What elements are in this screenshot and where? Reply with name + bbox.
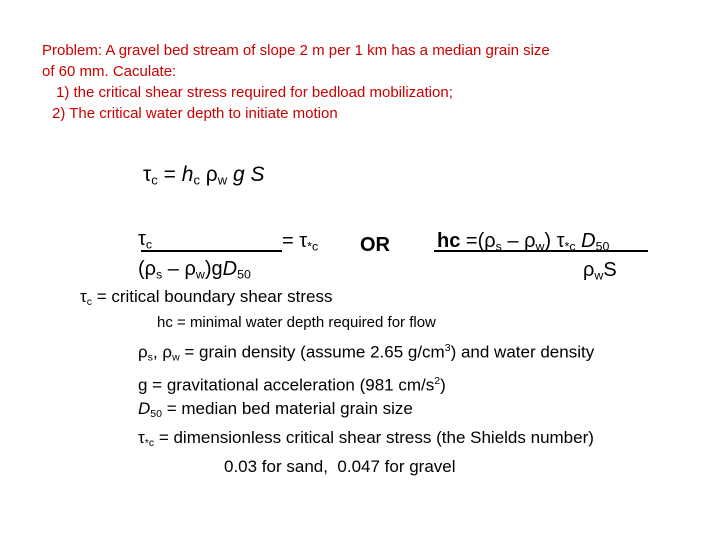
open-rho: =(ρ — [460, 230, 496, 252]
rho-open: (ρ — [138, 258, 157, 280]
star-c-subscript: *c — [144, 436, 155, 449]
problem-line-1: Problem: A gravel bed stream of slope 2 m per 1 km has a median grain size — [42, 42, 550, 59]
rho-symbol: ρ — [583, 259, 595, 281]
minus-rho: – ρ — [162, 258, 196, 280]
square-superscript: 2 — [434, 374, 441, 387]
depth-subscript: c — [193, 172, 200, 188]
s-symbol: S — [603, 259, 617, 281]
star-c-subscript: *c — [307, 239, 319, 254]
h-symbol: h — [157, 314, 166, 331]
d-symbol: D — [222, 258, 238, 280]
slope-symbol: S — [244, 163, 265, 186]
cube-superscript: 3 — [444, 342, 451, 354]
problem-statement — [42, 40, 550, 124]
definition-text: g = gravitational acceleration (981 cm/s — [138, 375, 435, 395]
tau-symbol: τ — [143, 163, 152, 186]
problem-item-1: 1) the critical shear stress required for bedload mobilization; — [56, 84, 453, 101]
rho-s-symbol: ρ — [138, 342, 148, 362]
definition-tau-c — [80, 287, 332, 308]
problem-line-2: of 60 mm. Caculate: — [42, 63, 177, 80]
s-subscript: s — [495, 239, 502, 254]
d50-subscript: 50 — [595, 239, 610, 254]
depth-symbol: h — [181, 163, 194, 186]
definition-h-c — [157, 314, 436, 331]
w-subscript: w — [594, 268, 604, 283]
definition-text: = dimensionless critical shear stress (the Shields number) — [154, 428, 594, 447]
minus-rho: – ρ — [501, 230, 536, 252]
rho-subscript: w — [217, 172, 228, 188]
d-symbol: D — [575, 230, 596, 252]
tau-symbol: τ — [80, 287, 87, 306]
d50-subscript: 50 — [237, 267, 251, 282]
rho-symbol: ρ — [199, 163, 218, 186]
shields-equals — [282, 230, 318, 253]
definition-text: = critical boundary shear stress — [91, 287, 333, 306]
tau-symbol: τ — [138, 228, 146, 250]
equals-tau: = τ — [282, 230, 308, 252]
definition-shields — [138, 426, 594, 455]
tau-subscript: c — [145, 237, 153, 252]
definition-rho — [138, 337, 594, 370]
problem-item-2: 2) The critical water depth to initiate motion — [52, 105, 338, 122]
close-tau: ) τ — [544, 230, 565, 252]
tau-symbol: τ — [138, 428, 145, 447]
s-subscript: s — [156, 267, 163, 282]
d50-subscript: 50 — [150, 407, 162, 420]
definition-text: = grain density (assume 2.65 g/cm — [179, 342, 445, 362]
d-symbol: D — [138, 398, 151, 418]
shields-fraction-numerator — [138, 228, 152, 251]
h-symbol: h — [437, 230, 450, 252]
rho-w-symbol: , ρ — [152, 342, 173, 362]
definition-d50 — [138, 397, 594, 426]
shields-fraction-denominator — [138, 258, 251, 281]
critical-shear-equation — [143, 163, 265, 188]
definition-g — [138, 370, 594, 397]
gravity-symbol: g — [227, 163, 245, 186]
s-subscript: s — [147, 351, 153, 364]
w-subscript: w — [195, 267, 205, 282]
w-subscript: w — [172, 351, 180, 364]
star-c-subscript: *c — [564, 239, 576, 254]
definitions-list — [138, 337, 594, 479]
depth-fraction-denominator — [583, 259, 617, 282]
definition-text: = minimal water depth required for flow — [172, 314, 436, 331]
depth-fraction-bar — [434, 250, 648, 252]
or-label: OR — [360, 234, 390, 256]
shields-fraction-bar — [141, 250, 282, 252]
definition-text-end: ) and water density — [450, 342, 595, 362]
tau-subscript: c — [86, 295, 92, 308]
h-subscript: c — [165, 314, 173, 331]
h-subscript: c — [449, 230, 461, 252]
definition-text: = median bed material grain size — [162, 398, 413, 418]
w-subscript: w — [535, 239, 545, 254]
tau-subscript: c — [151, 172, 158, 188]
shields-values: 0.03 for sand, 0.047 for gravel — [224, 457, 456, 477]
close-g: )g — [204, 258, 223, 280]
equals-sign: = — [157, 163, 182, 186]
definition-text-end: ) — [440, 375, 446, 395]
